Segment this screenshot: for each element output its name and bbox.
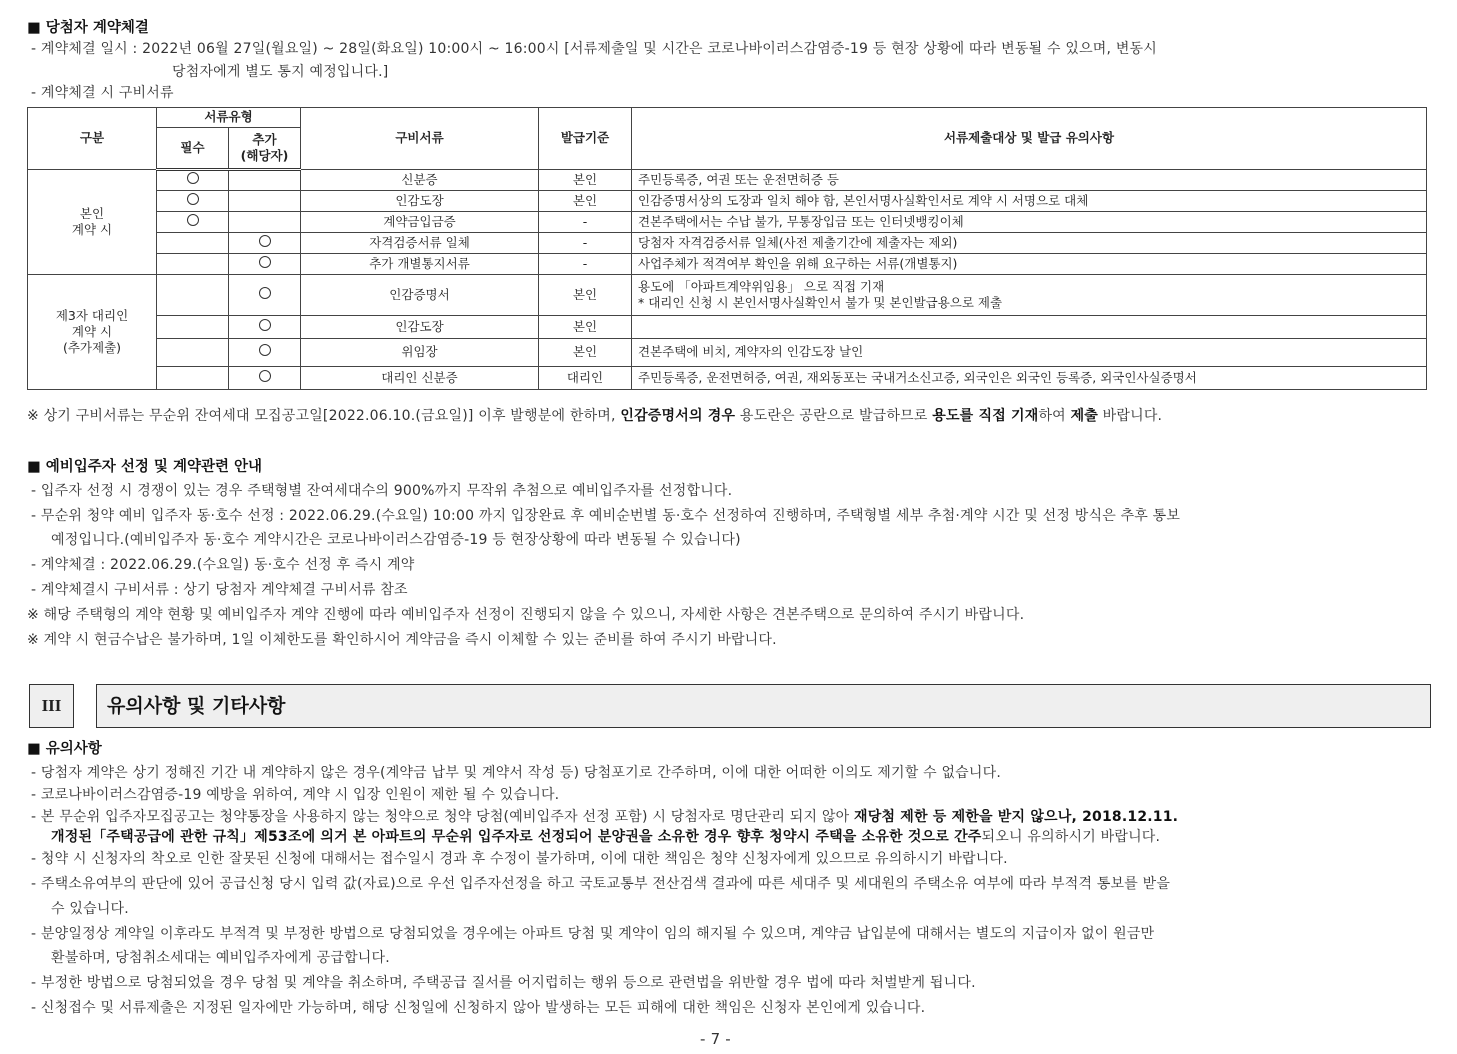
caution-6: - 분양일정상 계약일 이후라도 부적격 및 부정한 방법으로 당첨되었을 경우에는 아파트 당첨 및 계약이 임의 해지될 수 있으며, 계약금 납입분에 대해서는 별도의 지급이자 없이 원금만 bbox=[31, 926, 1155, 942]
caution-8: - 신청접수 및 서류제출은 지정된 일자에만 가능하며, 해당 신청일에 신청하지 않아 발생하는 모든 피해에 대한 책임은 신청자 본인에게 있습니다. bbox=[31, 1000, 926, 1016]
caution-4: - 청약 시 신청자의 착오로 인한 잘못된 신청에 대해서는 접수일시 경과 후 수정이 불가하며, 이에 대한 책임은 청약 신청자에게 있으므로 유의하시기 바랍니다. bbox=[31, 851, 1008, 867]
header-issuer: 발급기준 bbox=[539, 108, 632, 170]
required-cell bbox=[157, 233, 229, 254]
contract-date-line: - 계약체결 일시 : 2022년 06월 27일(월요일) ~ 28일(화요일) 10:00시 ~ 16:00시 [서류제출일 및 시간은 코로나바이러스감염증-19 등 현장 상황에 따라 변동될 수 있으며, 변동시 bbox=[31, 41, 1157, 57]
section-title: 유의사항 및 기타사항 bbox=[107, 695, 286, 717]
table-row bbox=[28, 316, 1427, 339]
table-row bbox=[28, 339, 1427, 367]
note-cell: 주민등록증, 여권 또는 운전면허증 등 bbox=[632, 170, 1427, 191]
circle-mark-icon bbox=[259, 319, 271, 331]
table-row bbox=[28, 170, 1427, 191]
caution-3-cont-bold: 개정된「주택공급에 관한 규칙」제53조에 의거 본 아파트의 무순위 입주자로 선정되어 분양권을 소유한 경우 향후 청약시 주택을 소유한 것으로 간주 bbox=[51, 829, 982, 845]
doc-cell: 추가 개별통지서류 bbox=[301, 254, 539, 275]
table-row bbox=[28, 233, 1427, 254]
required-mark bbox=[157, 191, 229, 212]
caution-3-plain: - 본 무순위 입주자모집공고는 청약통장을 사용하지 않는 청약으로 청약 당첨(예비입주자 선정 포함) 시 당첨자로 명단관리 되지 않아 bbox=[31, 809, 854, 825]
reserve-line-4: - 계약체결시 구비서류 : 상기 당첨자 계약체결 구비서류 참조 bbox=[31, 582, 408, 598]
note-cell: 주민등록증, 운전면허증, 여권, 재외동포는 국내거소신고증, 외국인은 외국인 등록증, 외국인사실증명서 bbox=[632, 367, 1427, 390]
issuer-cell: - bbox=[539, 212, 632, 233]
doc-cell: 인감증명서 bbox=[301, 275, 539, 316]
doc-cell: 자격검증서류 일체 bbox=[301, 233, 539, 254]
contract-date-line-cont: 당첨자에게 별도 통지 예정입니다.] bbox=[172, 64, 389, 80]
issuer-cell: 대리인 bbox=[539, 367, 632, 390]
note-cell: 사업주체가 적격여부 확인을 위해 요구하는 서류(개별통지) bbox=[632, 254, 1427, 275]
additional-mark bbox=[229, 233, 301, 254]
additional-mark bbox=[229, 275, 301, 316]
table-row bbox=[28, 367, 1427, 390]
circle-mark-icon bbox=[187, 172, 199, 184]
contract-heading: ■ 당첨자 계약체결 bbox=[27, 20, 149, 36]
group-proxy-label-1: 제3자 대리인 bbox=[55, 307, 129, 323]
group-proxy-label-2: 계약 시 bbox=[71, 323, 113, 339]
reserve-line-1: - 입주자 선정 시 경쟁이 있는 경우 주택형별 잔여세대수의 900%까지 무작위 추첨으로 예비입주자를 선정합니다. bbox=[31, 483, 733, 499]
required-cell bbox=[157, 316, 229, 339]
additional-mark bbox=[229, 367, 301, 390]
reserve-line-2: - 무순위 청약 예비 입주자 동·호수 선정 : 2022.06.29.(수요일) 10:00 까지 입장완료 후 예비순번별 동·호수 선정하여 진행하며, 주택형별 세부 추첨·계약 시간 및 선정 방식은 추후 통보 bbox=[31, 508, 1181, 524]
footnote-part-3: 하여 bbox=[1038, 408, 1071, 424]
note-cell bbox=[632, 275, 1427, 316]
note-cell: 당첨자 자격검증서류 일체(사전 제출기간에 제출자는 제외) bbox=[632, 233, 1427, 254]
required-cell bbox=[157, 367, 229, 390]
reserve-heading: ■ 예비입주자 선정 및 계약관련 안내 bbox=[27, 459, 263, 475]
caution-5-cont: 수 있습니다. bbox=[51, 901, 129, 917]
footnote-bold-1: 인감증명서의 경우 bbox=[620, 408, 736, 424]
footnote-part-1: ※ 상기 구비서류는 무순위 잔여세대 모집공고일[2022.06.10.(금요일)] 이후 발행분에 한하며, bbox=[27, 408, 621, 424]
note-cell: 인감증명서상의 도장과 일치 해야 함, 본인서명사실확인서로 계약 시 서명으로 대체 bbox=[632, 191, 1427, 212]
reserve-line-3: - 계약체결 : 2022.06.29.(수요일) 동·호수 선정 후 즉시 계약 bbox=[31, 557, 415, 573]
note-line-2: * 대리인 신청 시 본인서명사실확인서 불가 및 본인발급용으로 제출 bbox=[638, 295, 1003, 310]
reserve-note-2: ※ 계약 시 현금수납은 불가하며, 1일 이체한도를 확인하시어 계약금을 즉시 이체할 수 있는 준비를 하여 주시기 바랍니다. bbox=[27, 632, 777, 648]
circle-mark-icon bbox=[259, 370, 271, 382]
additional-mark bbox=[229, 316, 301, 339]
circle-mark-icon bbox=[259, 287, 271, 299]
caution-5: - 주택소유여부의 판단에 있어 공급신청 당시 입력 값(자료)으로 우선 입주자선정을 하고 국토교통부 전산검색 결과에 따른 세대주 및 세대원의 주택소유 여부에 따라 부적격 통보를 받을 bbox=[31, 876, 1171, 892]
additional-cell bbox=[229, 170, 301, 191]
caution-7: - 부정한 방법으로 당첨되었을 경우 당첨 및 계약을 취소하며, 주택공급 질서를 어지럽히는 행위 등으로 관련법을 위반할 경우 법에 따라 처벌받게 됩니다. bbox=[31, 975, 976, 991]
doc-cell: 인감도장 bbox=[301, 191, 539, 212]
footnote-bold-2: 용도를 직접 기재 bbox=[932, 408, 1039, 424]
table-row bbox=[28, 275, 1427, 316]
group-proxy-label-3: (추가제출) bbox=[62, 340, 122, 356]
caution-3-bold: 재당첨 제한 등 제한을 받지 않으나, 2018.12.11. bbox=[854, 809, 1179, 825]
additional-cell bbox=[229, 212, 301, 233]
header-additional-label: 추가 bbox=[252, 131, 277, 147]
footnote-bold-3: 제출 bbox=[1070, 408, 1099, 424]
header-category: 구분 bbox=[28, 108, 157, 170]
required-documents-table bbox=[27, 107, 1427, 390]
contract-docs-line: - 계약체결 시 구비서류 bbox=[31, 85, 174, 101]
required-cell bbox=[157, 339, 229, 367]
note-cell: 견본주택에 비치, 계약자의 인감도장 날인 bbox=[632, 339, 1427, 367]
required-cell bbox=[157, 275, 229, 316]
circle-mark-icon bbox=[259, 235, 271, 247]
required-mark bbox=[157, 170, 229, 191]
additional-mark bbox=[229, 254, 301, 275]
footnote-part-4: 바랍니다. bbox=[1098, 408, 1163, 424]
header-notes: 서류제출대상 및 발급 유의사항 bbox=[632, 108, 1427, 170]
section-number: III bbox=[41, 696, 62, 715]
table-row bbox=[28, 191, 1427, 212]
group-self-label-2: 계약 시 bbox=[71, 222, 113, 237]
caution-3 bbox=[31, 806, 1178, 826]
doc-cell: 위임장 bbox=[301, 339, 539, 367]
caution-1: - 당첨자 계약은 상기 정해진 기간 내 계약하지 않은 경우(계약금 납부 및 계약서 작성 등) 당첨포기로 간주하며, 이에 대한 어떠한 이의도 제기할 수 없습니다. bbox=[31, 765, 1001, 781]
note-cell: 견본주택에서는 수납 불가, 무통장입금 또는 인터넷뱅킹이체 bbox=[632, 212, 1427, 233]
note-line: 용도에 「아파트계약위임용」 으로 직접 기재 bbox=[638, 278, 885, 294]
issuer-cell: 본인 bbox=[539, 191, 632, 212]
circle-mark-icon bbox=[187, 193, 199, 205]
header-documents: 구비서류 bbox=[301, 108, 539, 170]
doc-cell: 인감도장 bbox=[301, 316, 539, 339]
issuer-cell: 본인 bbox=[539, 170, 632, 191]
page-number: - 7 - bbox=[700, 1030, 731, 1048]
caution-3-cont bbox=[51, 826, 1160, 846]
header-required: 필수 bbox=[157, 128, 229, 170]
header-additional-sub: (해당자) bbox=[240, 148, 289, 163]
cautions-heading: ■ 유의사항 bbox=[27, 741, 102, 757]
table-footnote bbox=[27, 405, 1162, 425]
additional-cell bbox=[229, 191, 301, 212]
required-mark bbox=[157, 212, 229, 233]
circle-mark-icon bbox=[187, 214, 199, 226]
section-title-box bbox=[96, 684, 1431, 728]
doc-cell: 계약금입금증 bbox=[301, 212, 539, 233]
table-row bbox=[28, 254, 1427, 275]
footnote-part-2: 용도란은 공란으로 발급하므로 bbox=[735, 408, 933, 424]
group-proxy-contract bbox=[28, 275, 157, 390]
reserve-note-1: ※ 해당 주택형의 계약 현황 및 예비입주자 계약 진행에 따라 예비입주자 선정이 진행되지 않을 수 있으니, 자세한 사항은 견본주택으로 문의하여 주시기 바랍니다. bbox=[27, 607, 1025, 623]
caution-2: - 코로나바이러스감염증-19 예방을 위하여, 계약 시 입장 인원이 제한 될 수 있습니다. bbox=[31, 787, 560, 803]
table-row bbox=[28, 212, 1427, 233]
doc-cell: 대리인 신분증 bbox=[301, 367, 539, 390]
circle-mark-icon bbox=[259, 256, 271, 268]
header-additional bbox=[229, 128, 301, 170]
additional-mark bbox=[229, 339, 301, 367]
issuer-cell: 본인 bbox=[539, 339, 632, 367]
issuer-cell: - bbox=[539, 254, 632, 275]
reserve-line-2-cont: 예정입니다.(예비입주자 동·호수 계약시간은 코로나바이러스감염증-19 등 현장상황에 따라 변동될 수 있습니다) bbox=[51, 532, 741, 548]
section-number-box bbox=[29, 684, 74, 728]
required-cell bbox=[157, 254, 229, 275]
note-cell bbox=[632, 316, 1427, 339]
circle-mark-icon bbox=[259, 344, 271, 356]
group-self-label-1: 본인 bbox=[79, 205, 105, 221]
doc-cell: 신분증 bbox=[301, 170, 539, 191]
group-self-contract bbox=[28, 170, 157, 275]
issuer-cell: 본인 bbox=[539, 316, 632, 339]
caution-3-cont-plain: 되오니 유의하시기 바랍니다. bbox=[981, 829, 1161, 845]
issuer-cell: - bbox=[539, 233, 632, 254]
caution-6-cont: 환불하며, 당첨취소세대는 예비입주자에게 공급합니다. bbox=[51, 950, 390, 966]
issuer-cell: 본인 bbox=[539, 275, 632, 316]
header-doc-type: 서류유형 bbox=[157, 108, 301, 128]
